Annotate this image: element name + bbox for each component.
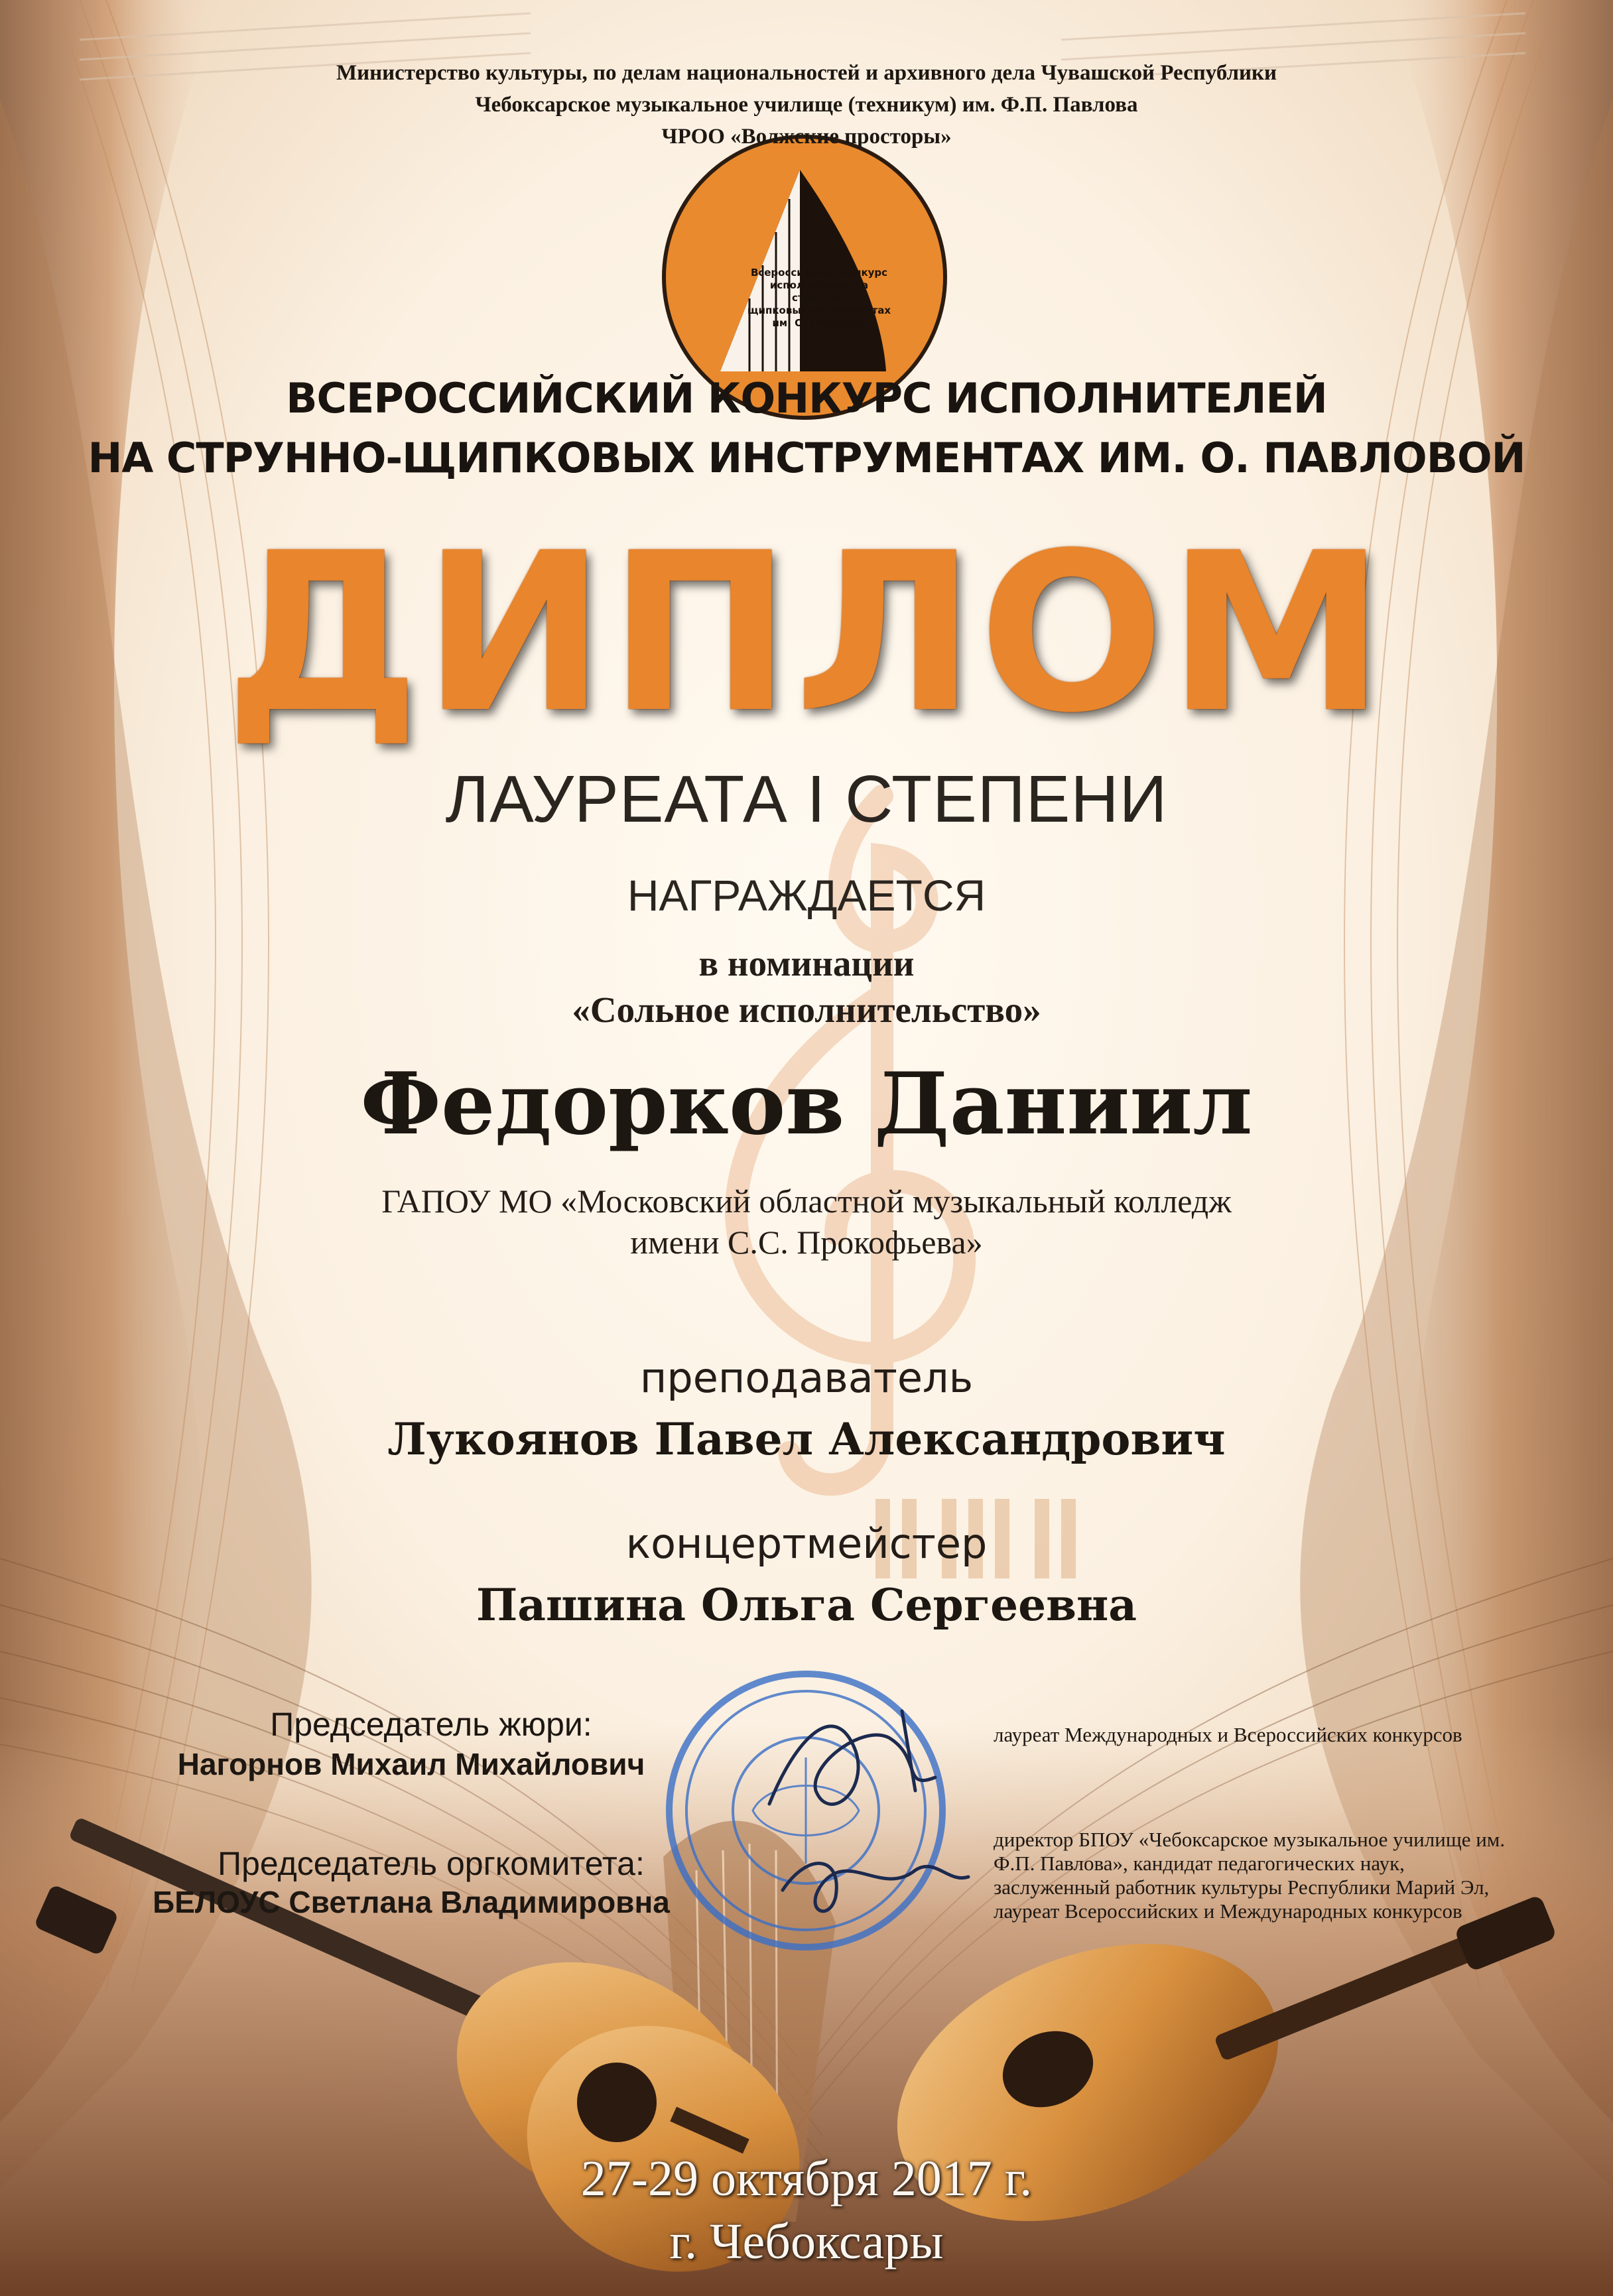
teacher-role: преподаватель bbox=[639, 1354, 974, 1402]
org-chair-title: Председатель оргкомитета: bbox=[218, 1845, 645, 1882]
jury-chair-note: лауреат Международных и Всероссийских конкурсов bbox=[994, 1723, 1462, 1746]
org-chair-note bbox=[994, 1828, 1590, 1923]
logo-text-line: Всероссийский конкурс bbox=[750, 267, 888, 279]
awarded-label: НАГРАЖДАЕТСЯ bbox=[627, 871, 986, 920]
logo-text-line: им. О. Павловой bbox=[772, 317, 866, 329]
logo-text-line: щипковых инструментах bbox=[747, 304, 891, 316]
logo-text-line: исполнителей на струнных bbox=[769, 279, 869, 304]
nomination-label: в номинации bbox=[698, 943, 915, 984]
org-chair-note-line: заслуженный работник культуры Республики Марий Эл, bbox=[994, 1876, 1490, 1899]
logo-text bbox=[743, 267, 895, 330]
laureate-degree: ЛАУРЕАТА I СТЕПЕНИ bbox=[445, 762, 1168, 836]
contest-title-line-2: НА СТРУННО-ЩИПКОВЫХ ИНСТРУМЕНТАХ ИМ. О. ПАВЛОВОЙ bbox=[88, 434, 1525, 482]
teacher-name: Лукоянов Павел Александрович bbox=[387, 1413, 1226, 1465]
college-line: Чебоксарское музыкальное училище (техникум) им. Ф.П. Павлова bbox=[475, 93, 1138, 117]
accompanist-name: Пашина Ольга Сергеевна bbox=[476, 1579, 1137, 1631]
ministry-line: Министерство культуры, по делам национальностей и архивного дела Чувашской Республики bbox=[336, 61, 1277, 85]
institution-line-2: имени С.С. Прокофьева» bbox=[630, 1224, 983, 1261]
org-chair-name: БЕЛОУС Светлана Владимировна bbox=[153, 1885, 670, 1919]
institution-line-1: ГАПОУ МО «Московский областной музыкальный колледж bbox=[381, 1182, 1232, 1220]
accompanist-role: концертмейстер bbox=[625, 1519, 988, 1568]
event-dates: 27-29 октября 2017 г. bbox=[580, 2151, 1033, 2206]
diploma-title: ДИПЛОМ bbox=[225, 506, 1388, 761]
recipient-name: Федорков Даниил bbox=[360, 1054, 1253, 1154]
org-chair-note-line: директор БПОУ «Чебоксарское музыкальное училище им. bbox=[994, 1828, 1506, 1851]
org-chair-note-line: Ф.П. Павлова», кандидат педагогических наук, bbox=[994, 1852, 1405, 1875]
nomination-name: «Сольное исполнительство» bbox=[572, 989, 1041, 1030]
organization-line: ЧРОО «Волжские просторы» bbox=[661, 125, 952, 149]
org-chair-note-line: лауреат Всероссийских и Международных конкурсов bbox=[994, 1899, 1462, 1923]
event-city: г. Чебоксары bbox=[669, 2214, 944, 2269]
jury-chair-name: Нагорнов Михаил Михайлович bbox=[177, 1747, 645, 1781]
contest-title-line-1: ВСЕРОССИЙСКИЙ КОНКУРС ИСПОЛНИТЕЛЕЙ bbox=[286, 374, 1327, 422]
jury-chair-title: Председатель жюри: bbox=[270, 1706, 592, 1743]
